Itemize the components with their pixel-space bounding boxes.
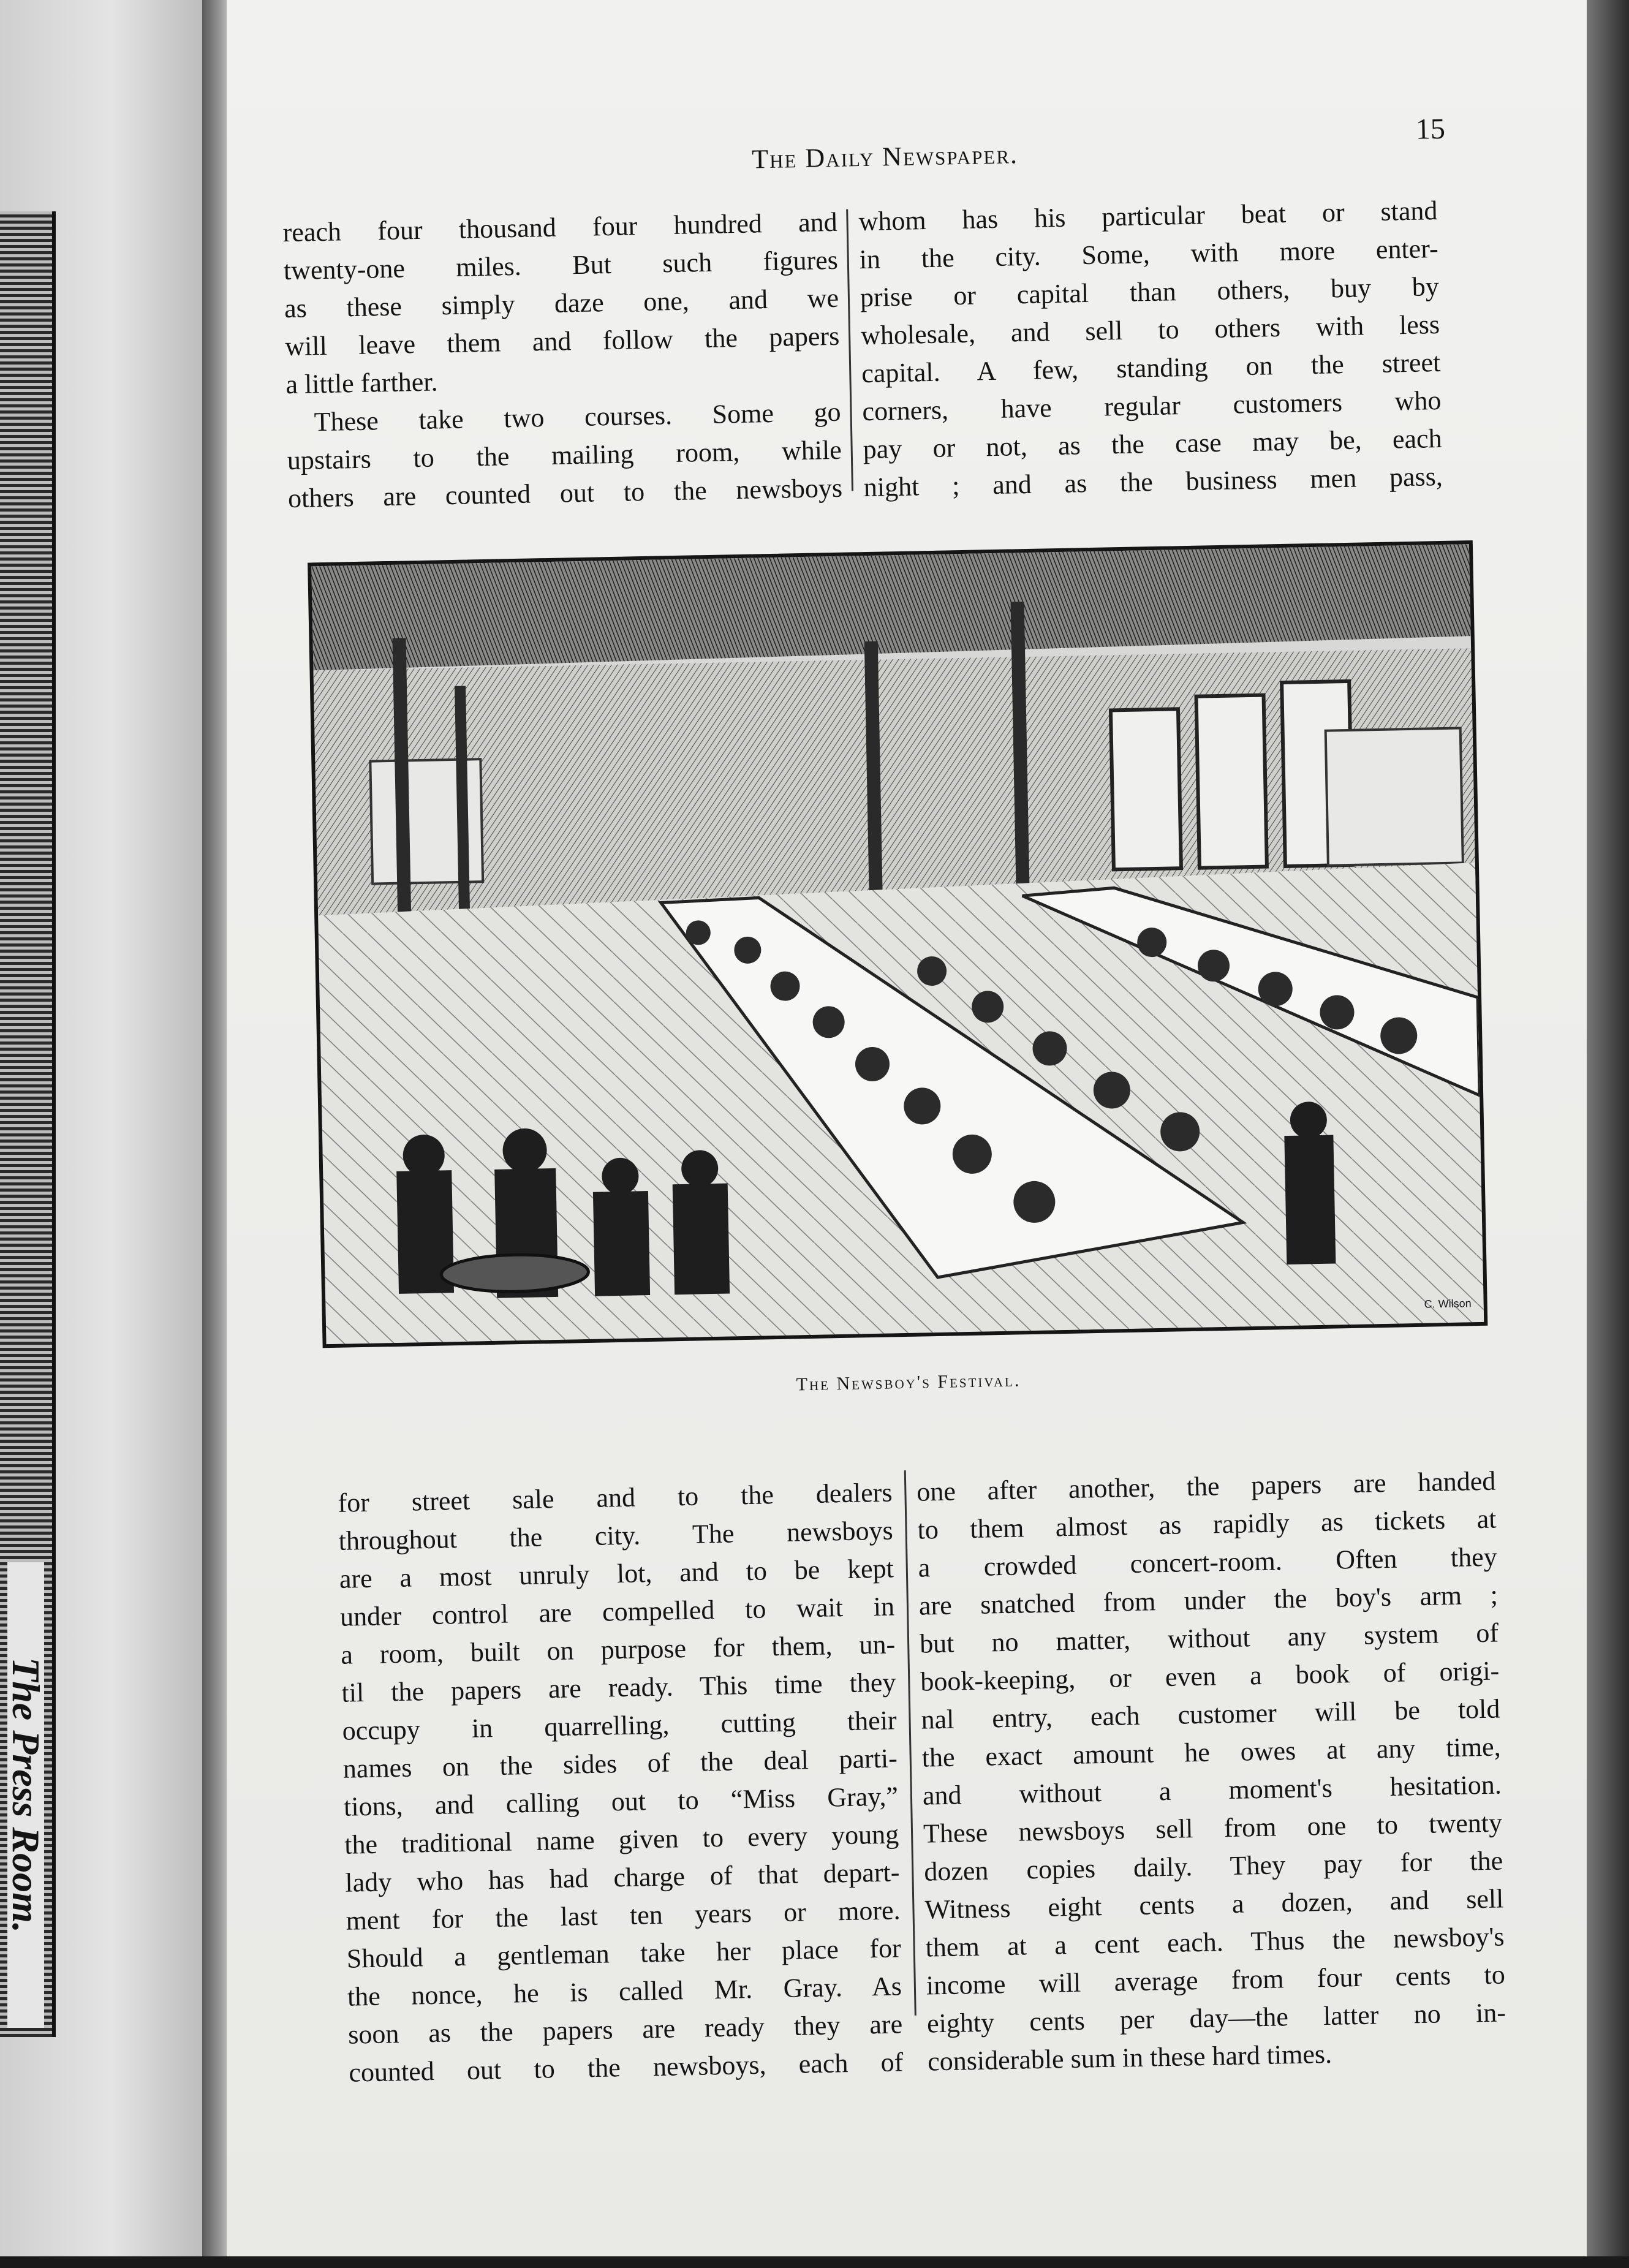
text-line: in the city. Some, with more enter- — [859, 233, 1439, 275]
upper-right-column — [858, 192, 1443, 507]
text-line: as these simply daze one, and we — [284, 282, 839, 324]
text-line: prise or capital than others, buy by — [860, 271, 1440, 313]
column-rule — [904, 1470, 917, 2016]
text-line: a room, built on purpose for them, un- — [340, 1629, 896, 1670]
text-line: twenty-one miles. But such figures — [283, 244, 839, 286]
text-line: lady who has had charge of that depart- — [345, 1857, 900, 1898]
text-line: names on the sides of the deal parti- — [342, 1743, 898, 1784]
running-head: The Daily Newspaper. — [751, 139, 1019, 175]
text-line: a crowded concert-room. Often they — [918, 1541, 1498, 1583]
page-number: 15 — [1415, 112, 1446, 146]
text-line: eighty cents per day—the latter no in- — [926, 1997, 1506, 2039]
text-line: them at a cent each. Thus the newsboy's — [925, 1921, 1505, 1963]
text-line: wholesale, and sell to others with less — [860, 309, 1440, 351]
page-content — [279, 0, 1529, 2268]
text-line: reach four thousand four hundred and — [282, 206, 838, 248]
text-line: tions, and calling out to “Miss Gray,” — [343, 1781, 899, 1822]
text-line: soon as the papers are ready they are — [347, 2009, 903, 2050]
text-line: pay or not, as the case may be, each — [863, 423, 1443, 465]
text-line: are a most unruly lot, and to be kept — [339, 1553, 894, 1594]
text-line: under control are compelled to wait in — [339, 1591, 895, 1632]
text-line: one after another, the papers are handed — [916, 1465, 1496, 1507]
text-line: income will average from four cents to — [926, 1959, 1506, 2001]
text-line: dozen copies daily. They pay for the — [923, 1845, 1503, 1887]
text-line: til the papers are ready. This time they — [341, 1667, 896, 1708]
lower-right-column — [917, 1462, 1507, 2081]
text-line: and without a moment's hesitation. — [922, 1769, 1502, 1811]
lower-left-column — [338, 1473, 904, 2092]
text-line: Witness eight cents a dozen, and sell — [924, 1883, 1504, 1925]
text-line: considerable sum in these hard times. — [927, 2038, 1332, 2077]
figure-caption: The Newsboy's Festival. — [796, 1370, 1021, 1395]
text-line: a little farther. — [285, 366, 438, 400]
window — [1111, 709, 1181, 869]
text-line: throughout the city. The newsboys — [338, 1515, 894, 1556]
text-line: These newsboys sell from one to twenty — [923, 1807, 1503, 1849]
text-line: upstairs to the mailing room, while — [287, 434, 842, 476]
text-line: others are counted out to the newsboys — [287, 472, 843, 514]
text-line: ment for the last ten years or more. — [346, 1895, 901, 1936]
left-page-caption: The Press Room. — [4, 1657, 48, 1933]
text-line: capital. A few, standing on the street — [861, 347, 1441, 389]
window — [1196, 695, 1267, 868]
text-line: occupy in quarrelling, cutting their — [342, 1705, 898, 1746]
text-line: will leave them and follow the papers — [284, 320, 840, 362]
left-page-caption-box — [4, 1562, 48, 2028]
text-line: the exact amount he owes at any time, — [921, 1731, 1502, 1773]
flag — [1326, 728, 1463, 865]
engraving-image — [311, 544, 1484, 1344]
engraver-signature: C. Wilson — [1424, 1297, 1472, 1310]
text-line: corners, have regular customers who — [862, 385, 1442, 427]
text-line: to them almost as rapidly as tickets at — [917, 1503, 1497, 1545]
text-line: Should a gentleman take her place for — [346, 1933, 902, 1974]
text-line: whom has his particular beat or stand — [858, 195, 1438, 237]
left-page — [0, 0, 202, 2256]
text-line: These take two courses. Some go — [314, 396, 842, 437]
text-line: night ; and as the business men pass, — [863, 461, 1443, 503]
text-line: but no matter, without any system of — [919, 1617, 1499, 1659]
text-line: for street sale and to the dealers — [338, 1477, 893, 1518]
column-rule — [846, 209, 853, 491]
page-edge — [1587, 0, 1629, 2256]
text-line: are snatched from under the boy's arm ; — [918, 1579, 1499, 1621]
newsboys-festival-illustration — [308, 540, 1487, 1348]
text-line: the nonce, he is called Mr. Gray. As — [347, 1971, 902, 2012]
text-line: book-keeping, or even a book of origi- — [920, 1655, 1500, 1697]
text-line: counted out to the newsboys, each of — [348, 2047, 904, 2088]
upper-left-column — [282, 203, 842, 518]
text-line: the traditional name given to every young — [344, 1819, 899, 1860]
text-line: nal entry, each customer will be told — [921, 1693, 1500, 1735]
ceiling — [311, 544, 1471, 670]
